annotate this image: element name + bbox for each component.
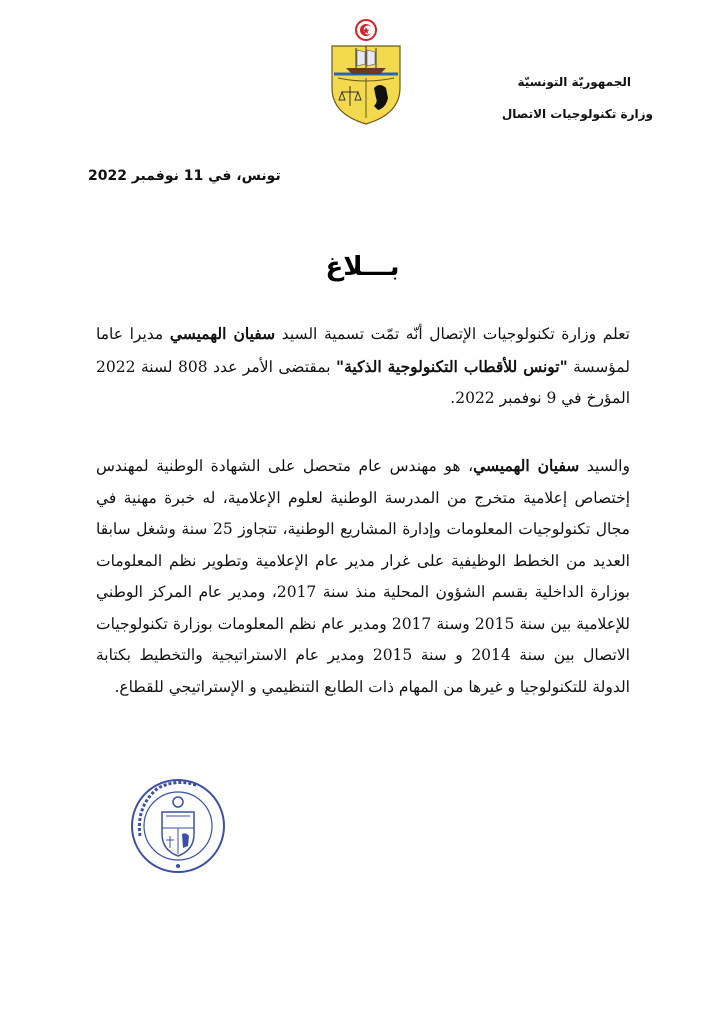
letterhead-ministry: وزارة تكنولوجيات الاتصال bbox=[501, 107, 653, 121]
p1-text-1: تعلم وزارة تكنولوجيات الإتصال أنّه تمّت تسمية السيد bbox=[275, 325, 630, 343]
ministry-seal-icon bbox=[128, 776, 228, 876]
document-title: بـــلاغ bbox=[325, 252, 400, 282]
biography-name: سفيان الهميسي bbox=[473, 456, 580, 475]
p1-text-2: مديرا عاما لمؤسسة bbox=[96, 325, 630, 376]
appointee-name: سفيان الهميسي bbox=[169, 324, 276, 343]
date-line: تونس، في 11 نوفمبر 2022 bbox=[88, 168, 281, 184]
paragraph-biography bbox=[96, 450, 630, 703]
paragraph-appointment bbox=[96, 318, 630, 415]
institution-name: "تونس للأقطاب التكنولوجية الذكية" bbox=[336, 356, 568, 376]
letterhead bbox=[433, 66, 653, 130]
p2-text-2: ، هو مهندس عام متحصل على الشهادة الوطنية لمهندس إختصاص إعلامية متخرج من المدرسة الوطنية لعلوم الإعلامية، له خبرة مهنية في مجال تكنولوجيات المعلومات وإدارة المشاريع الوطنية، تتجاوز 25 سنة وشغل سابقا العديد من الخطط الوظيفية على غرار مدير عام الإعلامية وتطوير نظم المعلومات بوزارة الداخلية بقسم الشؤون المحلية منذ سنة 2017، ومدير عام المركز الوطني للإعلامية بين سنة 2015 وسنة 2017 ومدير عام نظم المعلومات بوزارة تكنولوجيات الاتصال بين سنة 2014 و سنة 2015 ومدير عام الاستراتيجية والتخطيط بكتابة الدولة للتكنولوجيا و غيرها من المهام ذات الطابع التنظيمي و الإستراتيجي للقطاع. bbox=[96, 457, 630, 696]
coat-of-arms-icon bbox=[326, 18, 406, 126]
p1-text-3: بمقتضى الأمر عدد 808 لسنة 2022 المؤرخ في 9 نوفمبر 2022. bbox=[96, 357, 630, 407]
p2-text-1: والسيد bbox=[579, 457, 630, 475]
letterhead-country: الجمهوريّة التونسيّة bbox=[517, 75, 631, 89]
